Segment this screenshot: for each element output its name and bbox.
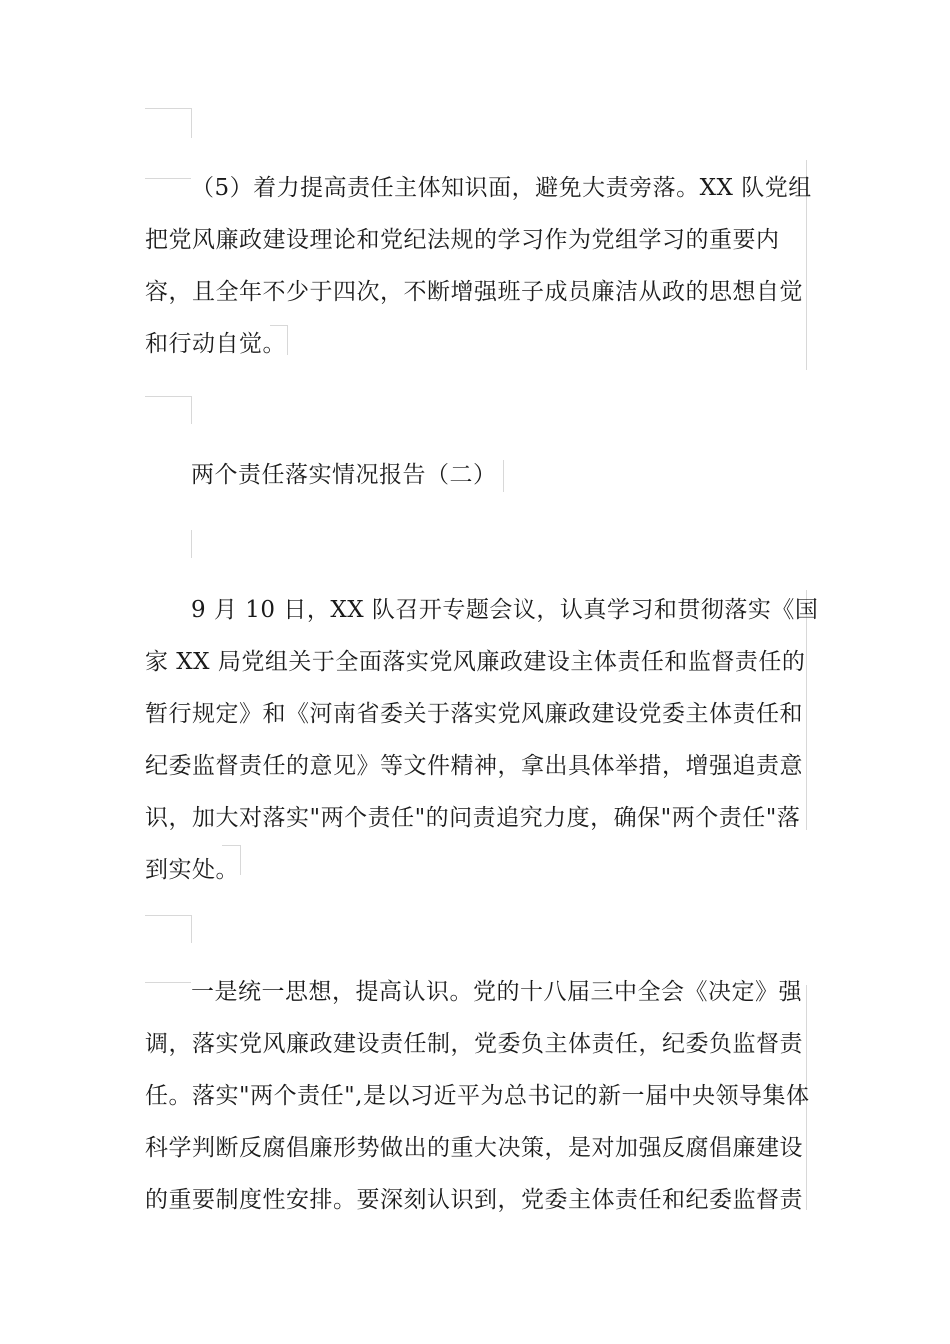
paragraph-line: 一是统一思想，提高认识。党的十八届三中全会《决定》强 xyxy=(191,979,802,1005)
paragraph-3 xyxy=(145,966,815,1226)
paragraph-line: （5）着力提高责任主体知识面，避免大责旁落。XX 队党组 xyxy=(191,175,812,201)
layout-mark xyxy=(287,325,288,355)
layout-mark xyxy=(191,108,192,138)
layout-mark xyxy=(191,530,192,558)
paragraph-line: 和行动自觉。 xyxy=(145,331,286,357)
paragraph-1 xyxy=(145,162,815,370)
paragraph-line: 纪委监督责任的意见》等文件精神，拿出具体举措，增强追责意 xyxy=(145,753,803,779)
layout-mark xyxy=(222,845,240,846)
paragraph-line: 科学判断反腐倡廉形势做出的重大决策，是对加强反腐倡廉建设 xyxy=(145,1135,803,1161)
layout-mark xyxy=(145,108,191,109)
paragraph-line: 把党风廉政建设理论和党纪法规的学习作为党组学习的重要内 xyxy=(145,227,780,253)
paragraph-line: 暂行规定》和《河南省委关于落实党风廉政建设党委主体责任和 xyxy=(145,701,803,727)
layout-mark xyxy=(191,915,192,943)
layout-mark xyxy=(503,460,504,492)
section-heading: 两个责任落实情况报告（二） xyxy=(191,462,497,488)
layout-mark xyxy=(191,396,192,424)
layout-mark xyxy=(270,325,287,326)
paragraph-2 xyxy=(145,584,819,896)
paragraph-line: 的重要制度性安排。要深刻认识到，党委主体责任和纪委监督责 xyxy=(145,1187,803,1213)
layout-mark xyxy=(145,915,191,916)
paragraph-line: 调，落实党风廉政建设责任制，党委负主体责任，纪委负监督责 xyxy=(145,1031,803,1057)
layout-mark xyxy=(145,396,191,397)
paragraph-line: 家 XX 局党组关于全面落实党风廉政建设主体责任和监督责任的 xyxy=(145,649,806,675)
paragraph-line: 识，加大对落实"两个责任"的问责追究力度，确保"两个责任"落 xyxy=(145,805,801,831)
paragraph-line: 任。落实"两个责任",是以习近平为总书记的新一届中央领导集体 xyxy=(145,1083,810,1109)
layout-mark xyxy=(240,845,241,875)
paragraph-line: 9 月 10 日，XX 队召开专题会议，认真学习和贯彻落实《国 xyxy=(191,597,819,623)
paragraph-line: 到实处。 xyxy=(145,857,239,883)
paragraph-line: 容，且全年不少于四次，不断增强班子成员廉洁从政的思想自觉 xyxy=(145,279,803,305)
